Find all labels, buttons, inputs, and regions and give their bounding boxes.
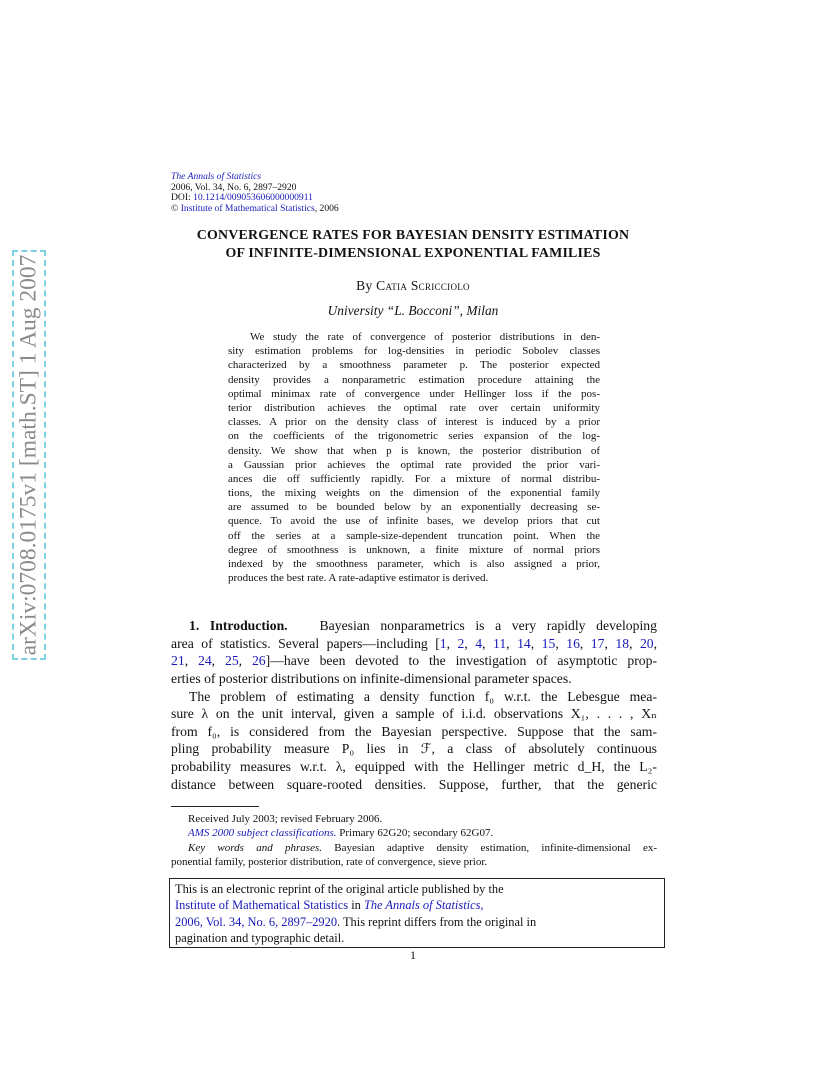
footnotes (171, 812, 657, 870)
journal-copyright (171, 204, 339, 215)
doi-link[interactable]: 10.1214/009053606000000911 (193, 192, 313, 204)
citation-link[interactable]: 2 (457, 635, 465, 651)
journal-volume: 2006, Vol. 34, No. 6, 2897–2920 (171, 181, 297, 193)
paper-title (160, 227, 666, 262)
abstract-line: characterized by a smoothness parameter p. The posterior expected (228, 359, 600, 372)
intro-line: distance between square-rooted densities. Suppose, further, that the generic (171, 776, 657, 792)
journal-header (171, 172, 339, 214)
abstract-line: off the series at a sample-size-dependent truncation point. When the (228, 529, 600, 542)
reprint-notice (169, 878, 665, 948)
citation-link[interactable]: 11 (492, 635, 507, 651)
abstract-line: ances die off sufficiently rapidly. For a mixture of normal distribu- (228, 472, 600, 485)
intro-line: pling probability measure P₀ lies in ℱ, a class of absolutely continuous (171, 741, 657, 757)
abstract-line: density provides a nonparametric estimation procedure attaining the (228, 373, 600, 386)
citation-link[interactable]: 21 (171, 653, 185, 669)
intro-line: area of statistics. Several papers—including [1, 2, 4, 11, 14, 15, 16, 17, 18, 20, (171, 635, 658, 651)
keywords-label: Key words and phrases. (188, 841, 322, 854)
citation-link[interactable]: 18 (615, 635, 630, 651)
abstract-line: tions, the mixing weights on the dimension of the exponential family (228, 487, 600, 500)
footnote-rule (171, 806, 259, 807)
title-line-2: OF INFINITE-DIMENSIONAL EXPONENTIAL FAMILIES (225, 245, 601, 261)
abstract (228, 330, 600, 585)
title-line-1: CONVERGENCE RATES FOR BAYESIAN DENSITY ESTIMATION (196, 228, 630, 243)
doi-label: DOI: (171, 192, 194, 204)
abstract-line: on the coefficients of the trigonometric series expansion of the log- (228, 430, 600, 443)
intro-line: probability measures w.r.t. λ, equipped with the Hellinger metric d_H, the L₂- (171, 759, 657, 775)
abstract-line: density. We show that when p is known, the posterior distribution of (228, 444, 600, 457)
reprint-line: pagination and typographic detail. (175, 931, 345, 946)
citation-link[interactable]: 1 (439, 635, 447, 651)
ams-classification (171, 826, 657, 840)
arxiv-stamp-text: arXiv:0708.0175v1 [math.ST] 1 Aug 2007 (15, 254, 42, 656)
citation-link[interactable]: 4 (475, 635, 483, 651)
intro-text: Bayesian nonparametrics is a very rapidly developing (319, 618, 657, 633)
abstract-line: optimal minimax rate of convergence under Hellinger loss if the pos- (228, 387, 600, 400)
abstract-line: indexed by the smoothness parameter, which is also assigned a prior, (228, 558, 600, 570)
publisher-link[interactable]: Institute of Mathematical Statistics (180, 202, 315, 214)
reprint-publisher-link[interactable]: Institute of Mathematical Statistics (175, 898, 349, 913)
reprint-citation-link[interactable]: 2006, Vol. 34, No. 6, 2897–2920 (175, 914, 338, 929)
citation-link[interactable]: 17 (590, 635, 605, 651)
intro-line: 21, 24, 25, 26]—have been devoted to the investigation of asymptotic prop- (171, 653, 658, 669)
abstract-line: terior distribution achieves the optimal rate over certain uniformity (228, 401, 600, 414)
citation-link[interactable]: 24 (197, 653, 212, 669)
abstract-line: are assumed to be bounded below by an exponentially decreasing se- (228, 501, 600, 514)
reprint-line (175, 914, 659, 930)
abstract-line: a Gaussian prior achieves the optimal rate provided the prior vari- (228, 458, 600, 471)
citation-link[interactable]: 25 (224, 653, 239, 669)
reprint-text: in (348, 898, 364, 913)
citation-link[interactable]: 15 (541, 635, 556, 651)
reprint-journal-link[interactable]: The Annals of Statistics (363, 898, 481, 913)
keywords-text: Bayesian adaptive density estimation, infinite-dimensional ex- (321, 841, 657, 854)
author-byline (160, 278, 666, 294)
citation-link[interactable]: 14 (517, 635, 531, 651)
reprint-line (175, 897, 659, 913)
received-date: Received July 2003; revised February 2006. (188, 813, 383, 825)
keywords (171, 841, 657, 855)
intro-line (171, 617, 657, 635)
ams-link[interactable]: AMS 2000 subject classifications. (188, 827, 337, 840)
abstract-line: We study the rate of convergence of posterior distributions in den- (250, 331, 600, 343)
introduction-section (171, 617, 657, 793)
keywords-continued: ponential family, posterior distribution, rate of convergence, sieve prior. (171, 856, 488, 869)
journal-name-link[interactable]: The Annals of Statistics (171, 171, 262, 182)
abstract-line: classes. A prior on the density class of interest is induced by a prior (228, 416, 600, 429)
abstract-line: sity estimation problems for log-densities in periodic Sobolev classes (228, 345, 600, 358)
reprint-text: . This reprint differs from the original in (337, 914, 537, 929)
intro-line: The problem of estimating a density function f₀ w.r.t. the Lebesgue mea- (189, 688, 657, 704)
section-heading: 1. Introduction. (189, 618, 288, 633)
author-affiliation: University “L. Bocconi”, Milan (327, 303, 499, 318)
page-number: 1 (410, 948, 416, 962)
citation-link[interactable]: 26 (251, 653, 266, 669)
copyright-icon: © (171, 202, 179, 214)
intro-line: erties of posterior distributions on infinite-dimensional parameter spaces. (171, 670, 572, 686)
abstract-line: degree of smoothness is unknown, a finite mixture of normal priors (228, 543, 600, 556)
citation-link[interactable]: 20 (639, 635, 654, 651)
copyright-year: , 2006 (314, 202, 339, 214)
reprint-line: This is an electronic reprint of the original article published by the (175, 882, 504, 896)
citation-link[interactable]: 16 (566, 635, 580, 651)
ams-text: Primary 62G20; secondary 62G07. (336, 827, 494, 840)
intro-text: ]—have been devoted to the investigation of asymptotic prop- (265, 653, 658, 669)
abstract-line: produces the best rate. A rate-adaptive estimator is derived. (228, 572, 489, 585)
intro-line: sure λ on the unit interval, given a sample of i.i.d. observations X₁, . . . , Xₙ (171, 706, 657, 722)
author-name: Catia Scricciolo (376, 278, 470, 293)
intro-text: area of statistics. Several papers—including [ (171, 635, 440, 651)
by-label: By (356, 278, 377, 293)
abstract-line: quence. To avoid the use of infinite bases, we develop priors that cut (228, 515, 600, 528)
intro-line: from f₀, is considered from the Bayesian perspective. Suppose that the sam- (171, 723, 657, 739)
reprint-comma: , (480, 898, 484, 913)
